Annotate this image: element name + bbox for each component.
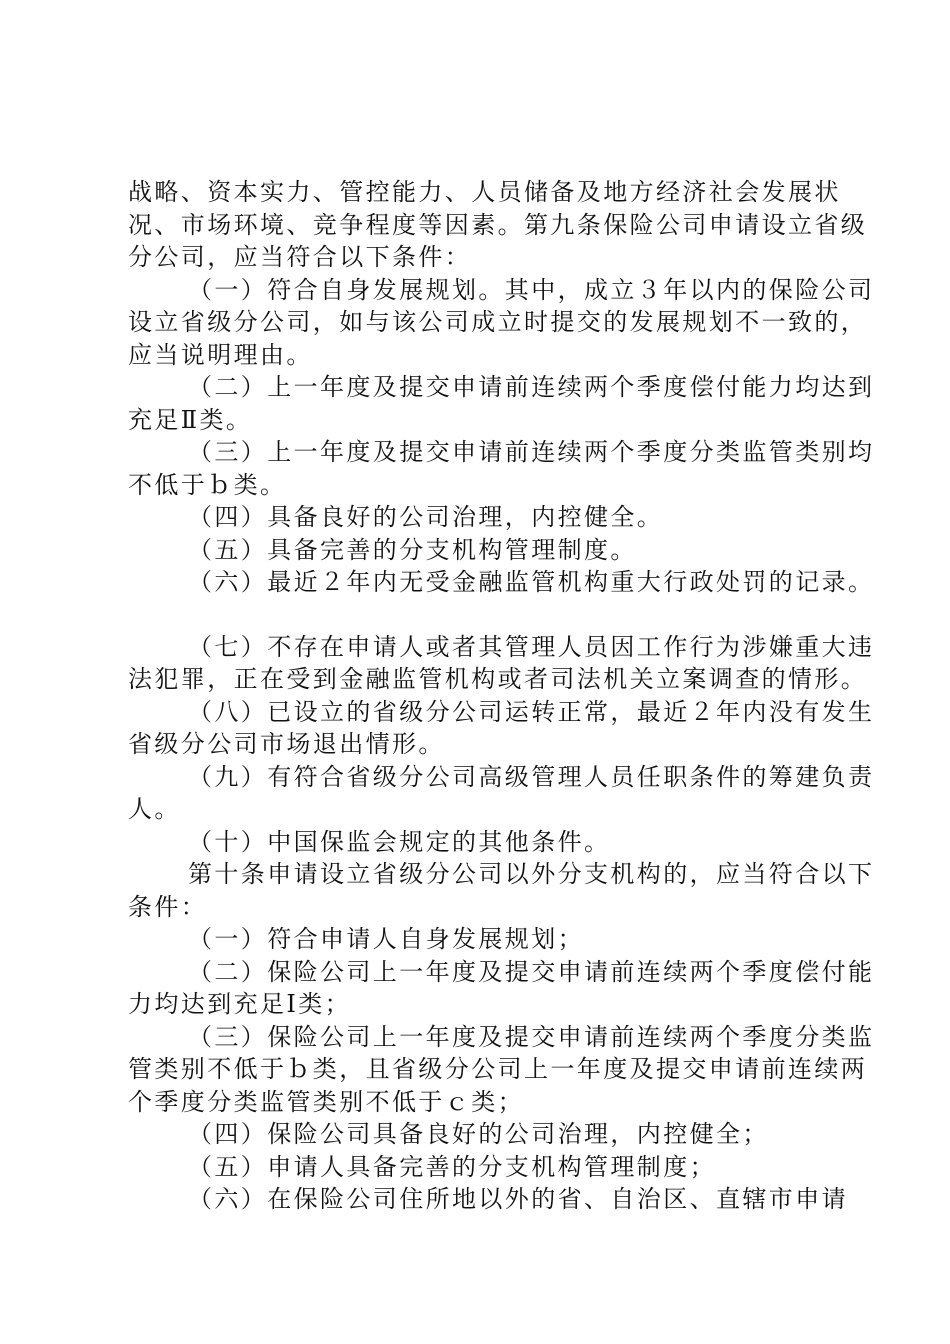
paragraph-art10-item5: （五）申请人具备完善的分支机构管理制度； [188, 1152, 716, 1181]
paragraph-art10-item6: （六）在保险公司住所地以外的省、自治区、直辖市申请 [188, 1185, 848, 1213]
paragraph-art10-item2: （二）保险公司上一年度及提交申请前连续两个季度偿付能力均达到充足Ⅰ类； [128, 957, 875, 1018]
paragraph-art9-item2: （二）上一年度及提交申请前连续两个季度偿付能力均达到充足Ⅱ类。 [128, 373, 875, 434]
paragraph-art10-item1: （一）符合申请人自身发展规划； [188, 925, 584, 953]
paragraph-art10-item3: （三）保险公司上一年度及提交申请前连续两个季度分类监管类别不低于ｂ类，且省级分公司上一年度及提交申请前连续两个季度分类监管类别不低于ｃ类； [128, 1022, 875, 1116]
paragraph-art9-item8: （八）已设立的省级分公司运转正常，最近２年内没有发生省级分公司市场退出情形。 [128, 697, 875, 758]
paragraph-art9-item9: （九）有符合省级分公司高级管理人员任职条件的筹建负责人。 [128, 762, 875, 823]
paragraph-art9-item1: （一）符合自身发展规划。其中，成立３年以内的保险公司设立省级分公司，如与该公司成立时提交的发展规划不一致的，应当说明理由。 [128, 275, 875, 369]
paragraph-art9-item10: （十）中国保监会规定的其他条件。 [188, 827, 611, 856]
paragraph-art9-item5: （五）具备完善的分支机构管理制度。 [188, 535, 637, 564]
paragraph-art10-item4: （四）保险公司具备良好的公司治理，内控健全； [188, 1120, 769, 1148]
paragraph-art10-intro: 第十条申请设立省级分公司以外分支机构的，应当符合以下条件： [128, 860, 875, 921]
paragraph-art9-item7: （七）不存在申请人或者其管理人员因工作行为涉嫌重大违法犯罪，正在受到金融监管机构或者司法机关立案调查的情形。 [128, 632, 875, 693]
document-body [128, 176, 888, 1216]
paragraph-intro: 战略、资本实力、管控能力、人员储备及地方经济社会发展状况、市场环境、竞争程度等因素。第九条保险公司申请设立省级分公司，应当符合以下条件： [128, 178, 868, 271]
paragraph-gap [128, 599, 888, 631]
paragraph-art9-item3: （三）上一年度及提交申请前连续两个季度分类监管类别均不低于ｂ类。 [128, 438, 875, 499]
paragraph-art9-item6: （六）最近２年内无受金融监管机构重大行政处罚的记录。 [188, 568, 875, 596]
paragraph-art9-item4: （四）具备良好的公司治理，内控健全。 [188, 503, 664, 531]
